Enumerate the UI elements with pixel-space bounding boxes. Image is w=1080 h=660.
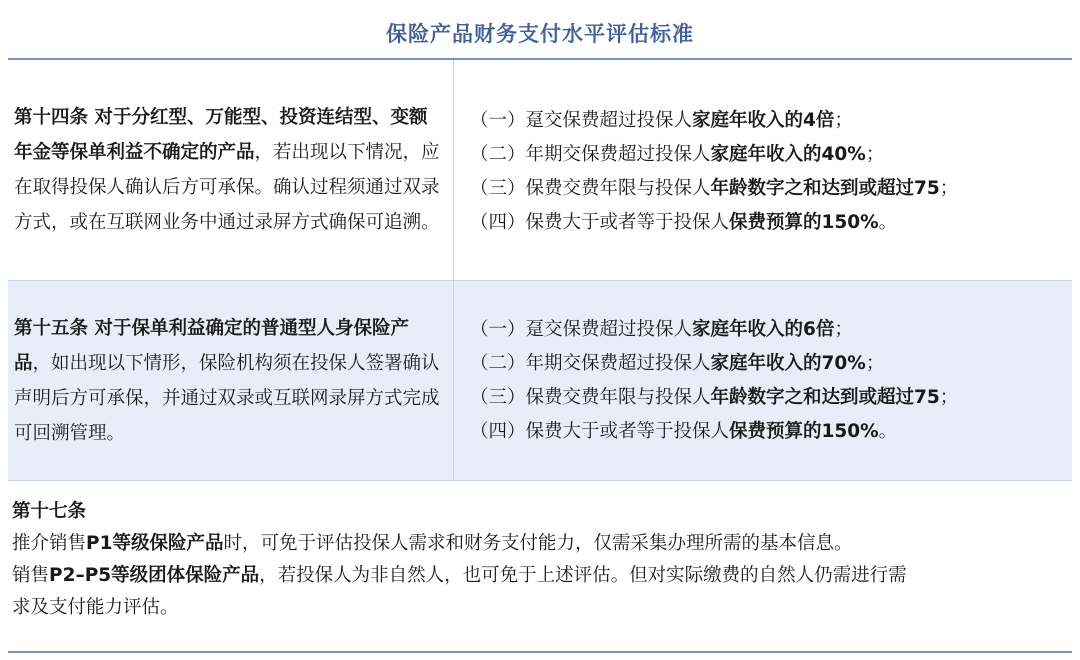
item-prefix: （一）趸交保费超过投保人	[470, 318, 693, 340]
list-item	[470, 104, 1072, 138]
item-prefix: （三）保费交费年限与投保人	[470, 386, 711, 408]
article-15-body: ，如出现以下情形，保险机构须在投保人签署确认声明后方可承保，并通过双录或互联网录屏方式完成可回溯管理。	[14, 352, 440, 444]
item-suffix: 。	[878, 420, 898, 442]
article-17-section	[12, 496, 1072, 624]
list-item	[470, 347, 1072, 381]
list-item	[470, 206, 1072, 240]
article-15-description	[8, 281, 454, 480]
item-highlight: 家庭年收入的70%	[710, 352, 866, 374]
item-prefix: （四）保费大于或者等于投保人	[470, 212, 730, 233]
item-suffix: ；	[939, 178, 959, 199]
item-highlight: 年龄数字之和达到或超过75	[710, 178, 940, 199]
article-17-line-1	[12, 528, 1072, 560]
item-highlight: 家庭年收入的4倍	[692, 110, 835, 131]
item-highlight: 家庭年收入的40%	[710, 144, 866, 165]
line-highlight: P1等级保险产品	[86, 533, 224, 554]
item-highlight: 保费预算的150%	[729, 212, 879, 233]
item-suffix: ；	[834, 110, 853, 131]
table-row-article-14	[8, 60, 1072, 281]
item-suffix: ；	[865, 352, 885, 374]
table-row-article-15	[8, 281, 1072, 481]
item-suffix: ；	[865, 144, 885, 165]
item-prefix: （三）保费交费年限与投保人	[470, 178, 711, 199]
article-17-line-2	[12, 560, 1072, 592]
line-prefix: 推介销售	[12, 533, 87, 554]
article-15-text	[14, 311, 441, 451]
list-item	[470, 313, 1072, 347]
line-suffix: 时，可免于评估投保人需求和财务支付能力，仅需采集办理所需的基本信息。	[223, 533, 853, 554]
article-14-body: ，若出现以下情况，应在取得投保人确认后方可承保。确认过程须通过双录方式，或在互联网业务中通过录屏方式确保可追溯。	[14, 142, 440, 233]
article-14-conditions	[454, 60, 1072, 280]
item-highlight: 家庭年收入的6倍	[692, 318, 835, 340]
article-14-text	[14, 100, 441, 240]
title-bar	[8, 8, 1072, 60]
item-highlight: 保费预算的150%	[729, 420, 879, 442]
article-17-heading: 第十七条	[12, 501, 87, 522]
page-title: 保险产品财务支付水平评估标准	[386, 22, 694, 46]
item-suffix: 。	[878, 212, 898, 233]
list-item	[470, 415, 1072, 449]
article-15-conditions	[454, 281, 1072, 480]
item-prefix: （二）年期交保费超过投保人	[470, 352, 711, 374]
list-item	[470, 172, 1072, 206]
item-suffix: ；	[834, 318, 853, 340]
line-highlight: P2–P5等级团体保险产品	[49, 565, 260, 586]
item-prefix: （二）年期交保费超过投保人	[470, 144, 711, 165]
list-item	[470, 381, 1072, 415]
item-prefix: （一）趸交保费超过投保人	[470, 110, 693, 131]
article-15-heading: 第十五条 对于保单利益确定的普通型人身保险产品	[14, 317, 409, 374]
article-17-line-3: 求及支付能力评估。	[12, 597, 179, 618]
item-highlight: 年龄数字之和达到或超过75	[710, 386, 940, 408]
article-14-heading: 第十四条 对于分红型、万能型、投资连结型、变额年金等保单利益不确定的产品	[14, 107, 428, 163]
list-item	[470, 138, 1072, 172]
article-14-description	[8, 60, 454, 280]
bottom-divider	[8, 651, 1072, 653]
line-prefix: 销售	[12, 565, 50, 586]
item-suffix: ；	[939, 386, 959, 408]
item-prefix: （四）保费大于或者等于投保人	[470, 420, 730, 442]
line-suffix: ，若投保人为非自然人，也可免于上述评估。但对实际缴费的自然人仍需进行需	[259, 565, 907, 586]
